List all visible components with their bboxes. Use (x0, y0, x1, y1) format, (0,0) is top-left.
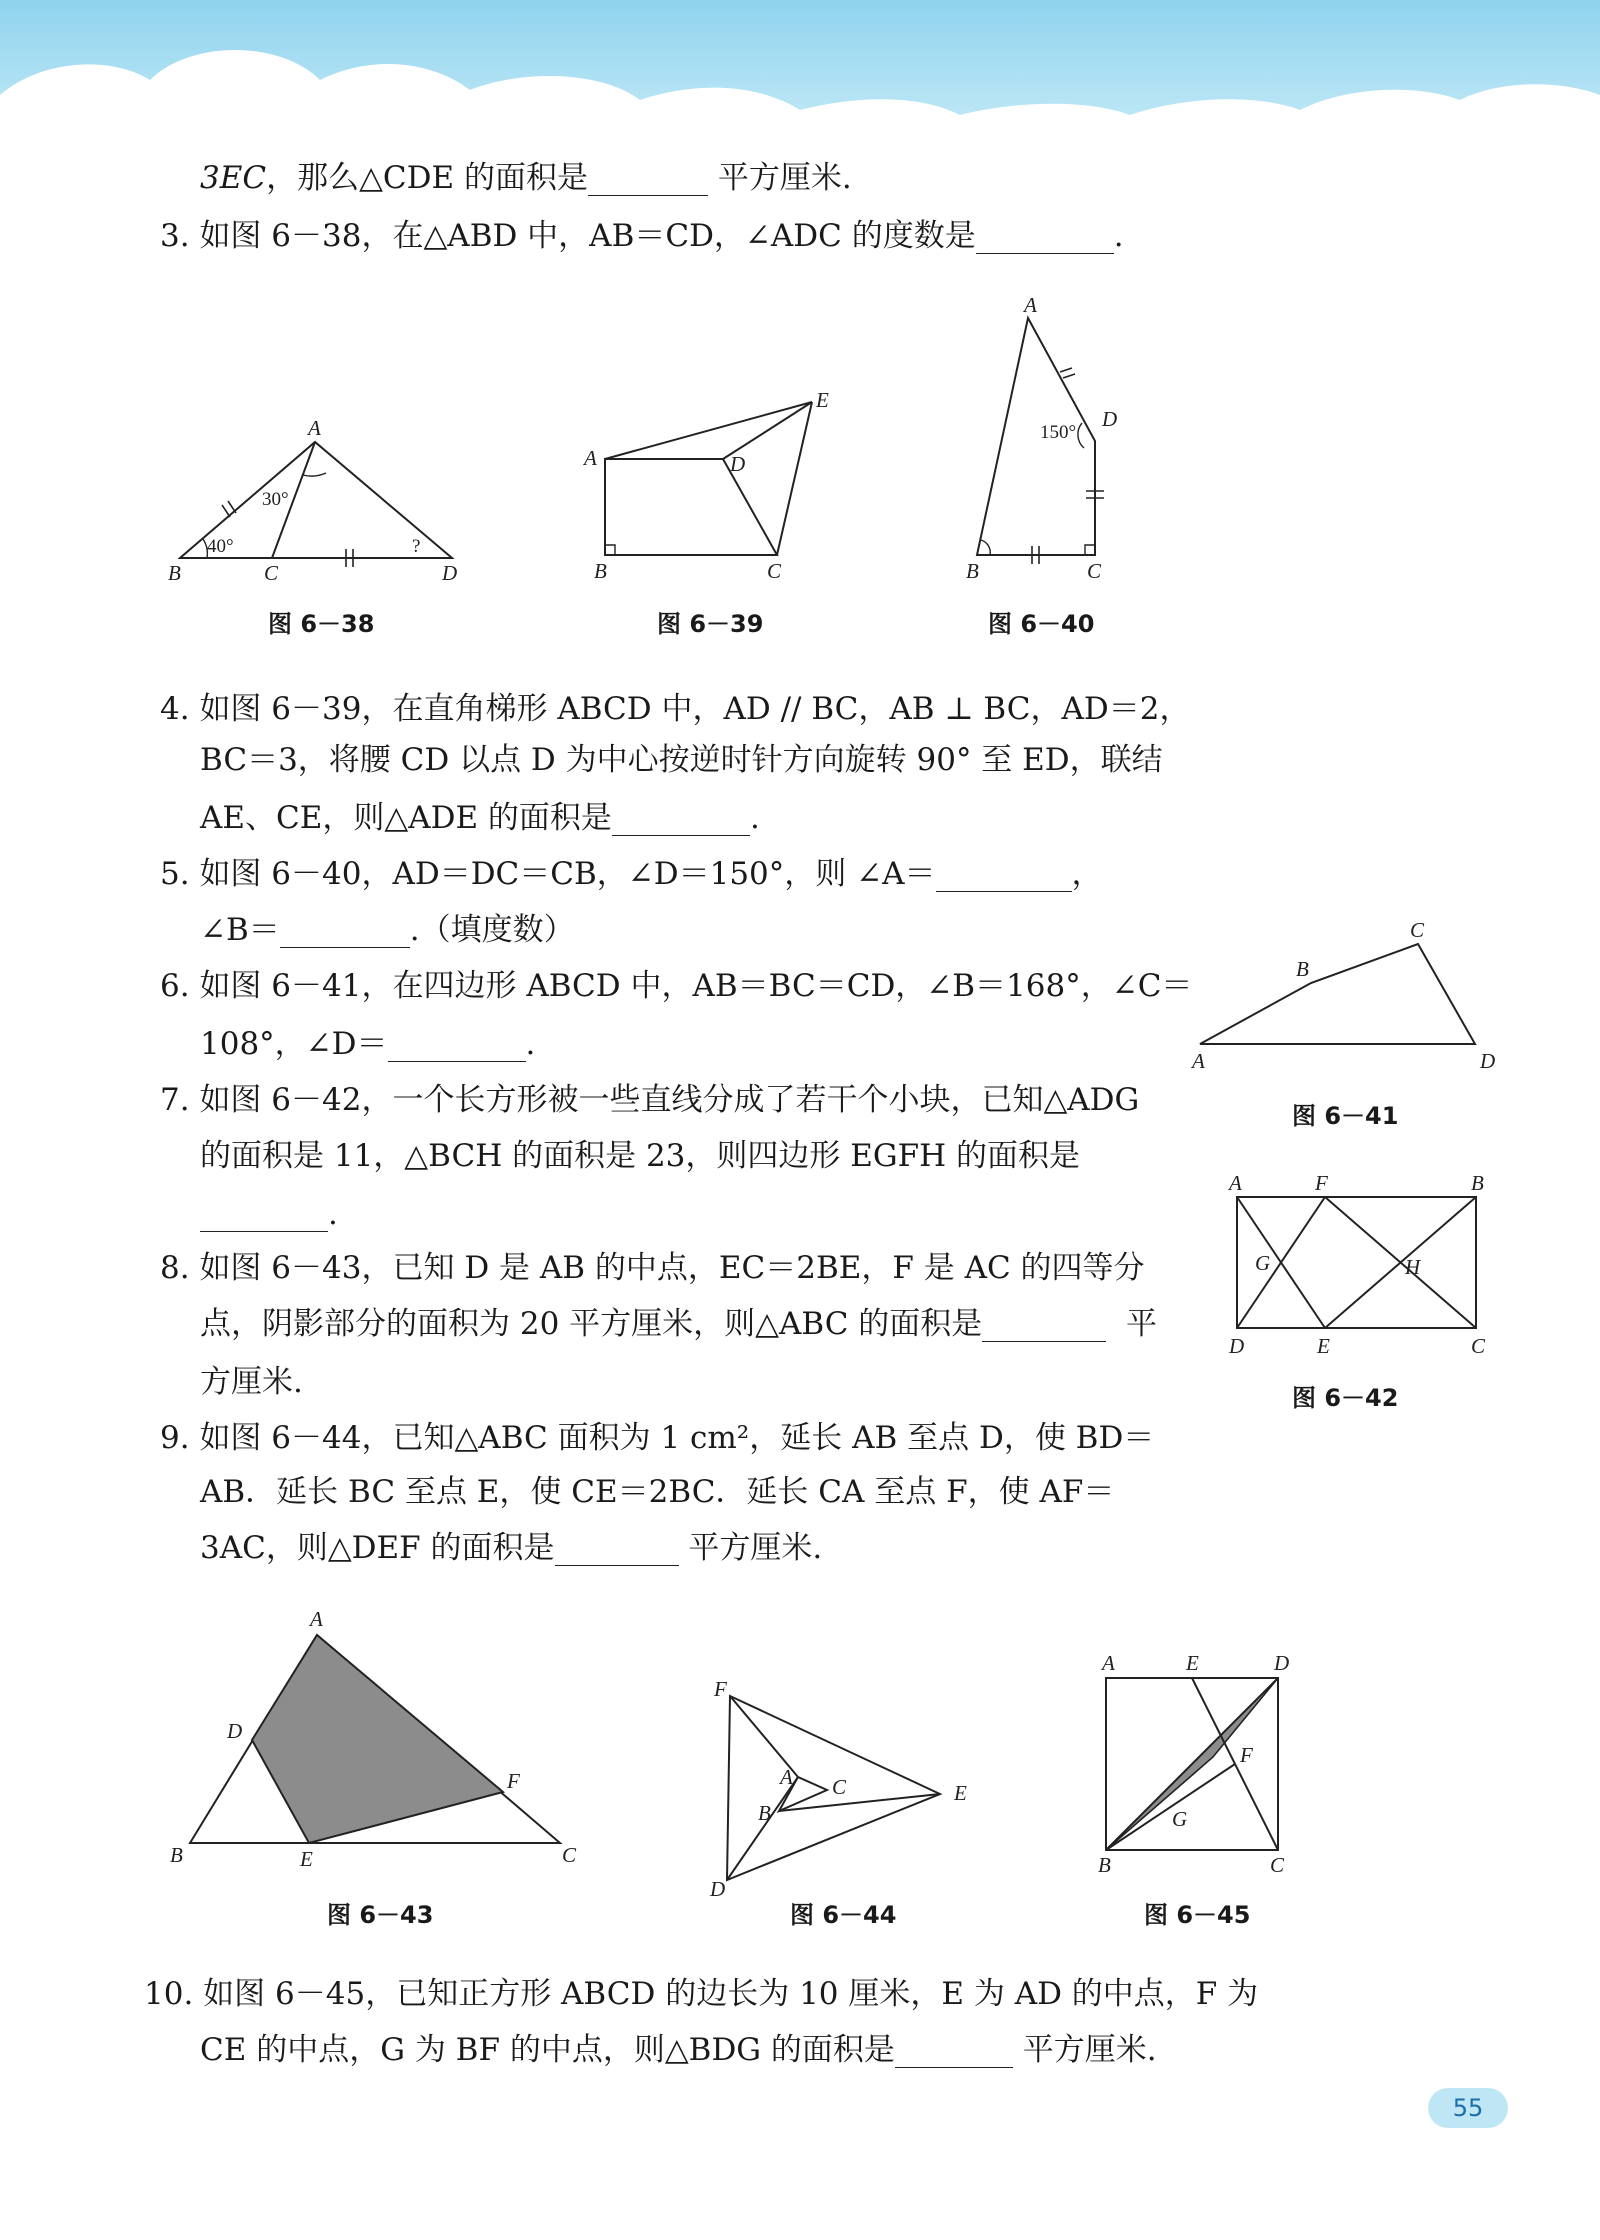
label-B: B (758, 1801, 771, 1825)
answer-blank[interactable] (588, 161, 708, 196)
question-text: 如图 6－41，在四边形 ABCD 中，AB＝BC＝CD，∠B＝168°，∠C＝ (199, 968, 1193, 1004)
label-G: G (1255, 1251, 1271, 1275)
label-B: B (966, 559, 979, 583)
question-text: 点，阴影部分的面积为 20 平方厘米，则△ABC 的面积是 (200, 1306, 983, 1342)
question-9-line3 (200, 1520, 822, 1576)
question-text: 如图 6－43，已知 D 是 AB 的中点，EC＝2BE，F 是 AC 的四等分 (199, 1250, 1145, 1286)
question-4-line3 (200, 790, 760, 846)
caption-6-42: 图 6－42 (1292, 1384, 1399, 1412)
question-4 (160, 681, 1190, 737)
label-D: D (1229, 1334, 1245, 1358)
label-E: E (1186, 1651, 1199, 1675)
question-text: ∠B＝ (200, 912, 280, 948)
question-number: 5. (160, 856, 190, 892)
question-10 (144, 1966, 1258, 2022)
question-8 (160, 1240, 1145, 1296)
question-text: 108°，∠D＝ (200, 1026, 388, 1062)
caption-6-40: 图 6－40 (988, 610, 1095, 638)
label-C: C (1270, 1853, 1285, 1877)
label-H: H (1405, 1255, 1421, 1279)
angle-150: 150° (1040, 422, 1077, 443)
figure-6-38 (160, 405, 490, 605)
answer-blank[interactable] (895, 2033, 1013, 2068)
answer-blank[interactable] (388, 1027, 526, 1062)
question-end: 平 (1126, 1306, 1158, 1342)
question-text: 如图 6－39，在直角梯形 ABCD 中，AD // BC，AB ⊥ BC，AD＝2， (199, 691, 1191, 727)
question-8-line2 (200, 1296, 1157, 1352)
angle-30: 30° (262, 489, 289, 510)
label-C: C (832, 1775, 847, 1799)
label-C: C (1471, 1334, 1486, 1358)
caption-6-38: 图 6－38 (268, 610, 375, 638)
question-6 (160, 958, 1192, 1014)
figure-6-41 (1180, 918, 1520, 1073)
caption-6-43: 图 6－43 (327, 1901, 434, 1929)
label-A: A (584, 446, 597, 470)
question-number: 6. (160, 968, 190, 1004)
label-D: D (442, 561, 458, 585)
question-text: AE、CE，则△ADE 的面积是 (200, 800, 612, 836)
question-text: 如图 6－38，在△ABD 中，AB＝CD，∠ADC 的度数是 (199, 218, 976, 254)
label-A: A (310, 1607, 323, 1631)
question-end: 平方厘米. (688, 1530, 823, 1566)
label-A: A (780, 1765, 793, 1789)
header-sky-band (0, 0, 1600, 150)
figure-6-40 (950, 290, 1140, 583)
angle-unknown: ? (412, 536, 421, 557)
label-C: C (767, 559, 782, 583)
question-7-line2: 的面积是 11，△BCH 的面积是 23，则四边形 EGFH 的面积是 (200, 1138, 1081, 1174)
label-F: F (507, 1769, 520, 1793)
label-C: C (1087, 559, 1102, 583)
figure-6-42 (1215, 1170, 1515, 1358)
question-3 (160, 208, 1124, 264)
question-number: 9. (160, 1420, 190, 1456)
question-number: 10. (144, 1976, 194, 2012)
question-8-line3: 方厘米. (200, 1364, 303, 1400)
question-end: 平方厘米. (1022, 2032, 1157, 2068)
caption-6-41: 图 6－41 (1292, 1102, 1399, 1130)
question-7 (160, 1072, 1139, 1128)
label-A: A (1024, 293, 1037, 317)
label-E: E (300, 1847, 313, 1871)
question-number: 4. (160, 691, 190, 727)
question-7-line3 (200, 1186, 338, 1242)
label-C: C (1410, 918, 1425, 942)
label-F: F (714, 1677, 727, 1701)
shaded-region (252, 1635, 503, 1843)
answer-blank[interactable] (612, 801, 750, 836)
caption-6-44: 图 6－44 (790, 1901, 897, 1929)
question-number: 7. (160, 1082, 190, 1118)
question-end: . (1113, 218, 1124, 254)
label-F: F (1240, 1743, 1253, 1767)
answer-blank[interactable] (200, 1197, 328, 1232)
question-end: . (328, 1196, 338, 1232)
figure-6-39 (580, 385, 840, 585)
caption-6-39: 图 6－39 (657, 610, 764, 638)
page-number: 55 (1428, 2088, 1508, 2128)
label-D: D (227, 1719, 243, 1743)
label-B: B (1471, 1171, 1484, 1195)
label-B: B (594, 559, 607, 583)
question-end: . (525, 1026, 536, 1062)
q2-tail-line (200, 150, 852, 206)
label-A: A (1192, 1049, 1205, 1073)
question-5-line2 (200, 902, 575, 958)
question-text: 如图 6－45，已知正方形 ABCD 的边长为 10 厘米，E 为 AD 的中点，F 为 (203, 1976, 1259, 2012)
caption-6-45: 图 6－45 (1144, 1901, 1251, 1929)
figure-6-45 (1090, 1650, 1310, 1910)
angle-40: 40° (207, 536, 234, 557)
question-number: 8. (160, 1250, 190, 1286)
question-9-line2: AB．延长 BC 至点 E，使 CE＝2BC．延长 CA 至点 F，使 AF＝ (200, 1474, 1115, 1510)
question-text: CE 的中点，G 为 BF 的中点，则△BDG 的面积是 (200, 2032, 895, 2068)
label-A: A (308, 416, 321, 440)
answer-blank[interactable] (555, 1531, 679, 1566)
question-6-line2 (200, 1016, 535, 1072)
label-C: C (264, 561, 279, 585)
answer-blank[interactable] (976, 219, 1114, 254)
label-E: E (1317, 1334, 1330, 1358)
label-A: A (1229, 1171, 1242, 1195)
label-E: E (816, 388, 829, 412)
question-4-line2: BC＝3，将腰 CD 以点 D 为中心按逆时针方向旋转 90° 至 ED，联结 (200, 742, 1163, 778)
label-D: D (1480, 1049, 1496, 1073)
question-end: . (749, 800, 760, 836)
label-D: D (710, 1877, 726, 1901)
label-D: D (1274, 1651, 1290, 1675)
answer-blank[interactable] (936, 857, 1072, 892)
answer-blank[interactable] (982, 1307, 1106, 1342)
question-text: 3AC，则△DEF 的面积是 (200, 1530, 555, 1566)
question-10-line2 (200, 2022, 1157, 2078)
label-E: E (954, 1781, 967, 1805)
label-B: B (1296, 957, 1309, 981)
q2-text: ，那么△CDE 的面积是 (266, 160, 588, 196)
label-B: B (1098, 1853, 1111, 1877)
label-G: G (1172, 1807, 1188, 1831)
question-text: 如图 6－42，一个长方形被一些直线分成了若干个小块，已知△ADG (199, 1082, 1140, 1118)
question-text: 如图 6－40，AD＝DC＝CB，∠D＝150°，则 ∠A＝ (199, 856, 936, 892)
q2-unit: 平方厘米. (717, 160, 852, 196)
label-D: D (730, 452, 746, 476)
question-end: .（填度数） (409, 912, 575, 948)
question-5 (160, 846, 1103, 902)
label-D: D (1102, 407, 1118, 431)
answer-blank[interactable] (280, 913, 410, 948)
label-B: B (170, 1843, 183, 1867)
label-C: C (562, 1843, 577, 1867)
label-B: B (168, 561, 181, 585)
question-end: ， (1071, 856, 1103, 892)
question-number: 3. (160, 218, 190, 254)
q2-math: 3EC (200, 160, 267, 196)
label-F: F (1315, 1171, 1328, 1195)
label-A: A (1102, 1651, 1115, 1675)
question-9 (160, 1410, 1154, 1466)
question-text: 如图 6－44，已知△ABC 面积为 1 cm²，延长 AB 至点 D，使 BD＝ (199, 1420, 1155, 1456)
figure-6-43 (160, 1600, 600, 1890)
